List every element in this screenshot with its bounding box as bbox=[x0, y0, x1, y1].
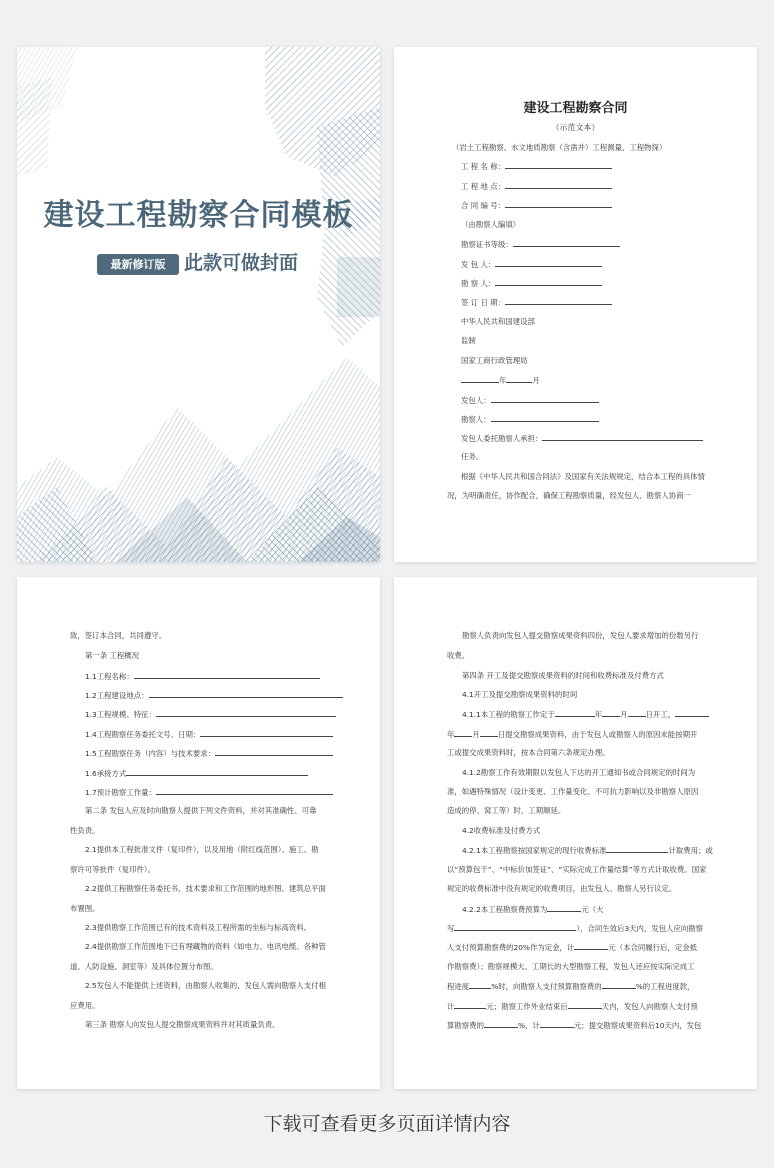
article-3-heading: 第三条 勘察人向发包人提交勘察成果资料并对其质量负责。 bbox=[85, 1020, 280, 1029]
p4-line-14: 4.2.2本工程勘察费预算为 元（大 bbox=[462, 905, 604, 914]
p3-line-6: 1.5工程勘察任务（内容）与技术要求： bbox=[85, 749, 333, 757]
cover-title: 建设工程勘察合同模板 bbox=[43, 198, 354, 233]
p4-line-17: 作勘察费）；勘察规模大、工期长的大型勘察工程，发包人还应按实际完成工 bbox=[447, 962, 695, 971]
p4-line-19: 计 元；勘察工作外业结束后 天内，发包人向勘察人支付预 bbox=[447, 1002, 698, 1011]
p3-line-7: 1.6承接方式 bbox=[85, 769, 308, 777]
p3-line-4: 1.3工程规模、特征： bbox=[85, 710, 336, 718]
field-project-location: 工 程 地 点： bbox=[461, 182, 612, 190]
p3-line-0: 致，签订本合同，共同遵守。 bbox=[70, 631, 167, 640]
p4-line-12: 以“预算包干”、“中标价加签证”、“实际完成工作量结算”等方式计取收费。国家 bbox=[447, 865, 707, 874]
p4-line-4: 4.1.1本工程的勘察工作定于 年 月 日开工， bbox=[462, 710, 709, 718]
p3-line-14: 布置图。 bbox=[70, 904, 100, 913]
p4-line-10: 4.2收费标准及付费方式 bbox=[462, 826, 541, 835]
p3-line-18: 2.5发包人不能提供上述资料，由勘察人收集的，发包人需向勘察人支付相 bbox=[85, 981, 326, 990]
p3-line-11: 2.1提供本工程批准文件（复印件），以及用地（附红线范围）、施工、勘 bbox=[85, 845, 319, 854]
cover-page bbox=[17, 47, 380, 562]
p3-line-8: 1.7预计勘察工作量： bbox=[85, 788, 333, 796]
p4-line-13: 规定的收费标准中没有规定的收费项目，由发包人、勘察人另行议定。 bbox=[447, 884, 677, 893]
version-badge: 最新修订版 bbox=[97, 254, 179, 275]
p3-line-12: 察许可等批件（复印件）。 bbox=[70, 865, 155, 874]
p4-line-9: 造成的停、窝工等）时，工期顺延。 bbox=[447, 806, 566, 815]
issuer-bureau: 国家工商行政管理局 bbox=[461, 356, 528, 365]
contract-title: 建设工程勘察合同 bbox=[523, 101, 628, 116]
task-line: 任务。 bbox=[461, 452, 484, 461]
p4-line-5: 年 月 日提交勘察成果资料，由于发包人或勘察人的原因未能按期开 bbox=[447, 730, 698, 739]
p4-line-15: 写 ），合同生效后3天内，发包人应向勘察 bbox=[447, 924, 704, 933]
contract-page-2 bbox=[17, 577, 380, 1089]
cover-subtitle: 此款可做封面 bbox=[184, 252, 299, 274]
party-surveyor: 勘察人： bbox=[461, 415, 599, 423]
p3-line-13: 2.2提供工程勘察任务委托书、技术要求和工作范围的地形图、建筑总平面 bbox=[85, 884, 326, 893]
field-note: （由勘察人编填） bbox=[461, 220, 521, 229]
p3-line-16: 2.4提供勘察工作范围地下已有埋藏物的资料（如电力、电讯电缆、各种管 bbox=[85, 942, 326, 951]
p4-line-7: 4.1.2勘察工作有效期限以发包人下达的开工通知书或合同规定的时间为 bbox=[462, 768, 696, 777]
scope-line: （岩土工程勘察、水文地质勘察（含凿井）工程测量、工程物探） bbox=[452, 143, 667, 152]
p4-line-20: 算勘察费的 %，计 元；提交勘察成果资料后10天内，发包 bbox=[447, 1021, 702, 1030]
p3-line-19: 应费用。 bbox=[70, 1001, 100, 1010]
article-4-heading: 第四条 开工及提交勘察成果资料的时间和收费标准及付费方式 bbox=[462, 671, 664, 680]
issuer-ministry: 中华人民共和国建设部 bbox=[461, 317, 535, 326]
p4-line-3: 4.1开工及提交勘察成果资料的时间 bbox=[462, 690, 578, 699]
more-pages-caption: 下载可查看更多页面详情内容 bbox=[263, 1113, 511, 1135]
p4-line-18: 程进度 %时，向勘察人支付预算勘察费的 %的工程进度款， bbox=[447, 982, 695, 991]
article-2-heading: 第二条 发包人应及时向勘察人提供下列文件资料，并对其准确性、可靠 bbox=[85, 806, 317, 815]
p4-line-16: 人支付预算勘察费的20%作为定金，计 元（本合同履行后，定金抵 bbox=[447, 943, 697, 952]
p4-line-0: 勘察人负责向发包人提交勘察成果资料四份，发包人要求增加的份数另行 bbox=[462, 631, 699, 640]
field-contract-number: 合 同 编 号： bbox=[461, 201, 612, 209]
p4-line-11: 4.2.1本工程勘察按国家规定的现行收费标准 计取费用；或 bbox=[462, 846, 713, 855]
p3-line-10: 性负责。 bbox=[70, 826, 100, 835]
issue-date: 年 月 bbox=[461, 376, 540, 384]
article-1-heading: 第一条 工程概况 bbox=[85, 651, 140, 660]
cover-geometric-artwork bbox=[17, 47, 380, 562]
p3-line-15: 2.3提供勘察工作范围已有的技术资料及工程所需的坐标与标高资料。 bbox=[85, 923, 312, 932]
p4-line-6: 工或提交成果资料时，按本合同第六条规定办理。 bbox=[447, 748, 610, 757]
p3-line-5: 1.4工程勘察任务委托文号、日期： bbox=[85, 730, 333, 738]
p4-line-8: 准，如遇特殊情况（设计变更、工作量变化、不可抗力影响以及非勘察人原因 bbox=[447, 787, 699, 796]
p4-line-1: 收费。 bbox=[447, 651, 470, 660]
issuer-supervise: 监制 bbox=[461, 336, 476, 345]
field-cert-level: 勘察证书等级： bbox=[461, 240, 620, 248]
contract-page-3 bbox=[394, 577, 757, 1089]
intro-line-2: 况，为明确责任，协作配合，确保工程勘察质量，经发包人、勘察人协商一 bbox=[447, 491, 691, 500]
field-employer: 发 包 人： bbox=[461, 260, 602, 268]
intro-line-1: 根据《中华人民共和国合同法》及国家有关法规规定，结合本工程的具体情 bbox=[461, 472, 705, 481]
p3-line-3: 1.2工程建设地点： bbox=[85, 691, 343, 699]
field-project-name: 工 程 名 称： bbox=[461, 162, 612, 170]
p3-line-17: 道、人防设施、洞室等）及具体位置分布图。 bbox=[70, 962, 218, 971]
contract-page-1 bbox=[394, 47, 757, 562]
field-sign-date: 签 订 日 期： bbox=[461, 298, 612, 306]
p3-line-2: 1.1工程名称： bbox=[85, 672, 320, 680]
entrust-line: 发包人委托勘察人承担： bbox=[461, 434, 703, 442]
party-employer: 发包人： bbox=[461, 396, 599, 404]
field-surveyor: 勘 察 人： bbox=[461, 279, 602, 287]
contract-subtitle: （示范文本） bbox=[551, 123, 600, 132]
